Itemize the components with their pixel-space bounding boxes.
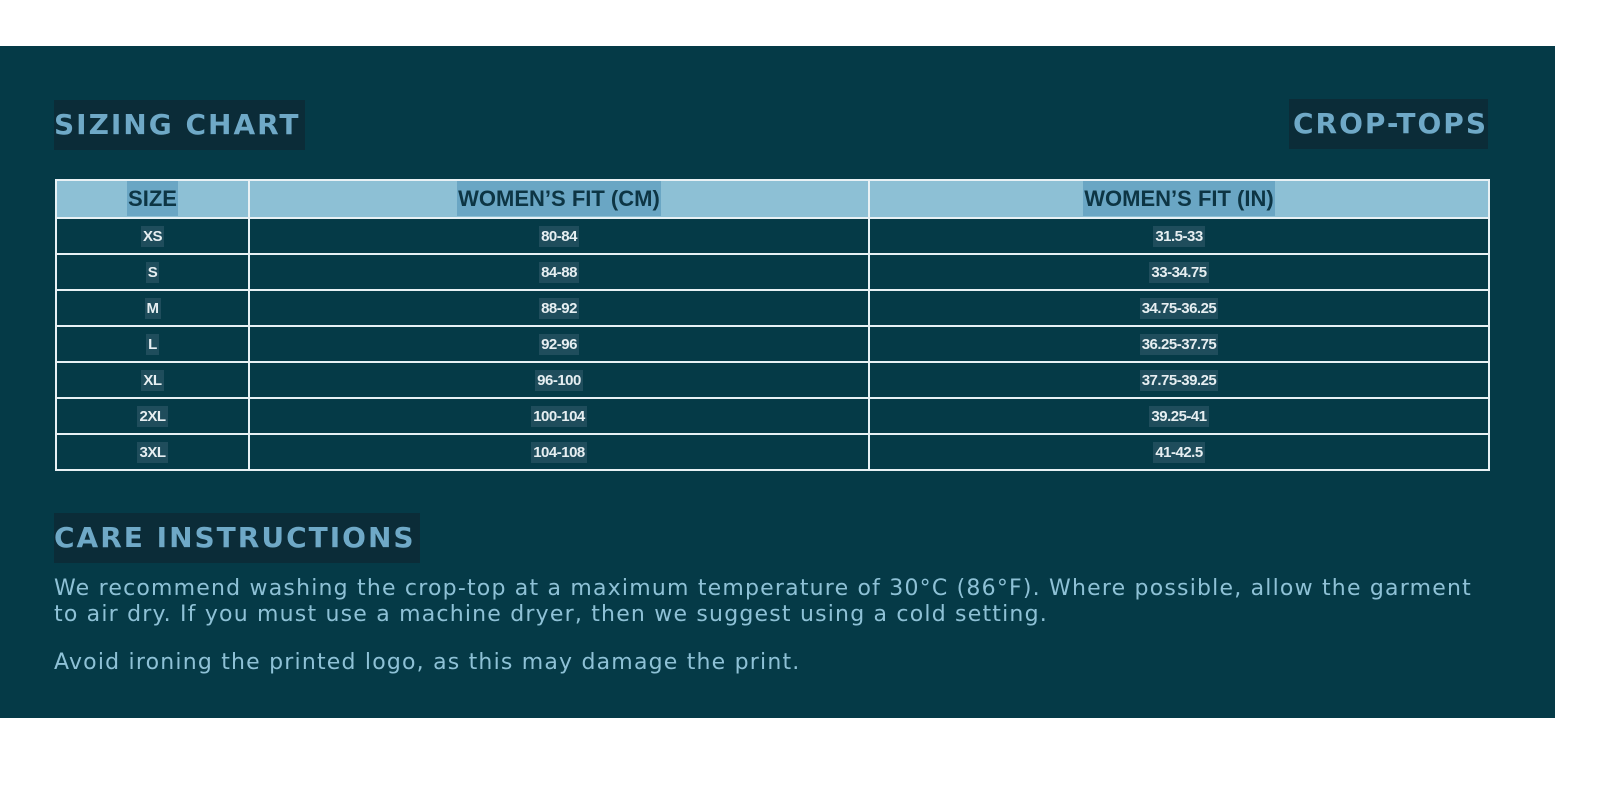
cm-value: 80-84 — [541, 227, 577, 245]
cm-cell — [249, 326, 869, 362]
in-cell — [869, 362, 1489, 398]
cm-cell — [249, 362, 869, 398]
size-cell — [56, 218, 249, 254]
header-womens-fit-in — [869, 180, 1489, 218]
header-size — [56, 180, 249, 218]
size-value: 2XL — [139, 407, 166, 425]
in-value: 37.75-39.25 — [1141, 371, 1217, 389]
table-row — [56, 434, 1489, 470]
size-cell — [56, 254, 249, 290]
size-value: L — [148, 335, 157, 353]
size-cell — [56, 362, 249, 398]
table-row — [56, 398, 1489, 434]
product-title: CROP-TOPS — [1289, 99, 1488, 149]
cm-cell — [249, 398, 869, 434]
in-cell — [869, 434, 1489, 470]
sizing-table — [55, 179, 1490, 471]
cm-value: 100-104 — [533, 407, 585, 425]
care-paragraph-ironing: Avoid ironing the printed logo, as this may damage the print. — [54, 650, 801, 675]
cm-cell — [249, 290, 869, 326]
header-womens-fit-cm — [249, 180, 869, 218]
cm-value: 96-100 — [537, 371, 581, 389]
sizing-panel — [0, 46, 1555, 718]
table-row — [56, 218, 1489, 254]
size-value: S — [147, 263, 158, 281]
table-row — [56, 290, 1489, 326]
care-instructions-title: CARE INSTRUCTIONS — [54, 513, 420, 563]
table-header-row — [56, 180, 1489, 218]
in-value: 36.25-37.75 — [1141, 335, 1217, 353]
in-value: 41-42.5 — [1155, 443, 1203, 461]
cm-value: 104-108 — [533, 443, 585, 461]
care-paragraph-washing: We recommend washing the crop-top at a maximum temperature of 30°C (86°F). Where possible, allow the garment to air dry. If you must use a machine dryer, then we suggest using a cold setting. — [54, 576, 1472, 627]
size-cell — [56, 434, 249, 470]
cm-value: 92-96 — [541, 335, 577, 353]
size-value: M — [146, 299, 159, 317]
in-cell — [869, 398, 1489, 434]
cm-cell — [249, 434, 869, 470]
table-row — [56, 254, 1489, 290]
size-value: XL — [143, 371, 162, 389]
in-value: 39.25-41 — [1151, 407, 1207, 425]
size-value: 3XL — [139, 443, 166, 461]
in-value: 34.75-36.25 — [1141, 299, 1217, 317]
size-value: XS — [142, 227, 162, 245]
header-womens-fit-cm-label: WOMEN’S FIT (CM) — [457, 181, 661, 216]
cm-value: 88-92 — [541, 299, 577, 317]
in-value: 33-34.75 — [1151, 263, 1207, 281]
cm-cell — [249, 254, 869, 290]
size-cell — [56, 326, 249, 362]
in-value: 31.5-33 — [1155, 227, 1203, 245]
sizing-chart-title: SIZING CHART — [54, 100, 305, 150]
in-cell — [869, 326, 1489, 362]
size-cell — [56, 398, 249, 434]
cm-cell — [249, 218, 869, 254]
size-cell — [56, 290, 249, 326]
in-cell — [869, 290, 1489, 326]
header-size-label: SIZE — [127, 181, 178, 216]
header-womens-fit-in-label: WOMEN’S FIT (IN) — [1083, 181, 1274, 216]
table-row — [56, 326, 1489, 362]
table-row — [56, 362, 1489, 398]
in-cell — [869, 254, 1489, 290]
in-cell — [869, 218, 1489, 254]
cm-value: 84-88 — [541, 263, 577, 281]
